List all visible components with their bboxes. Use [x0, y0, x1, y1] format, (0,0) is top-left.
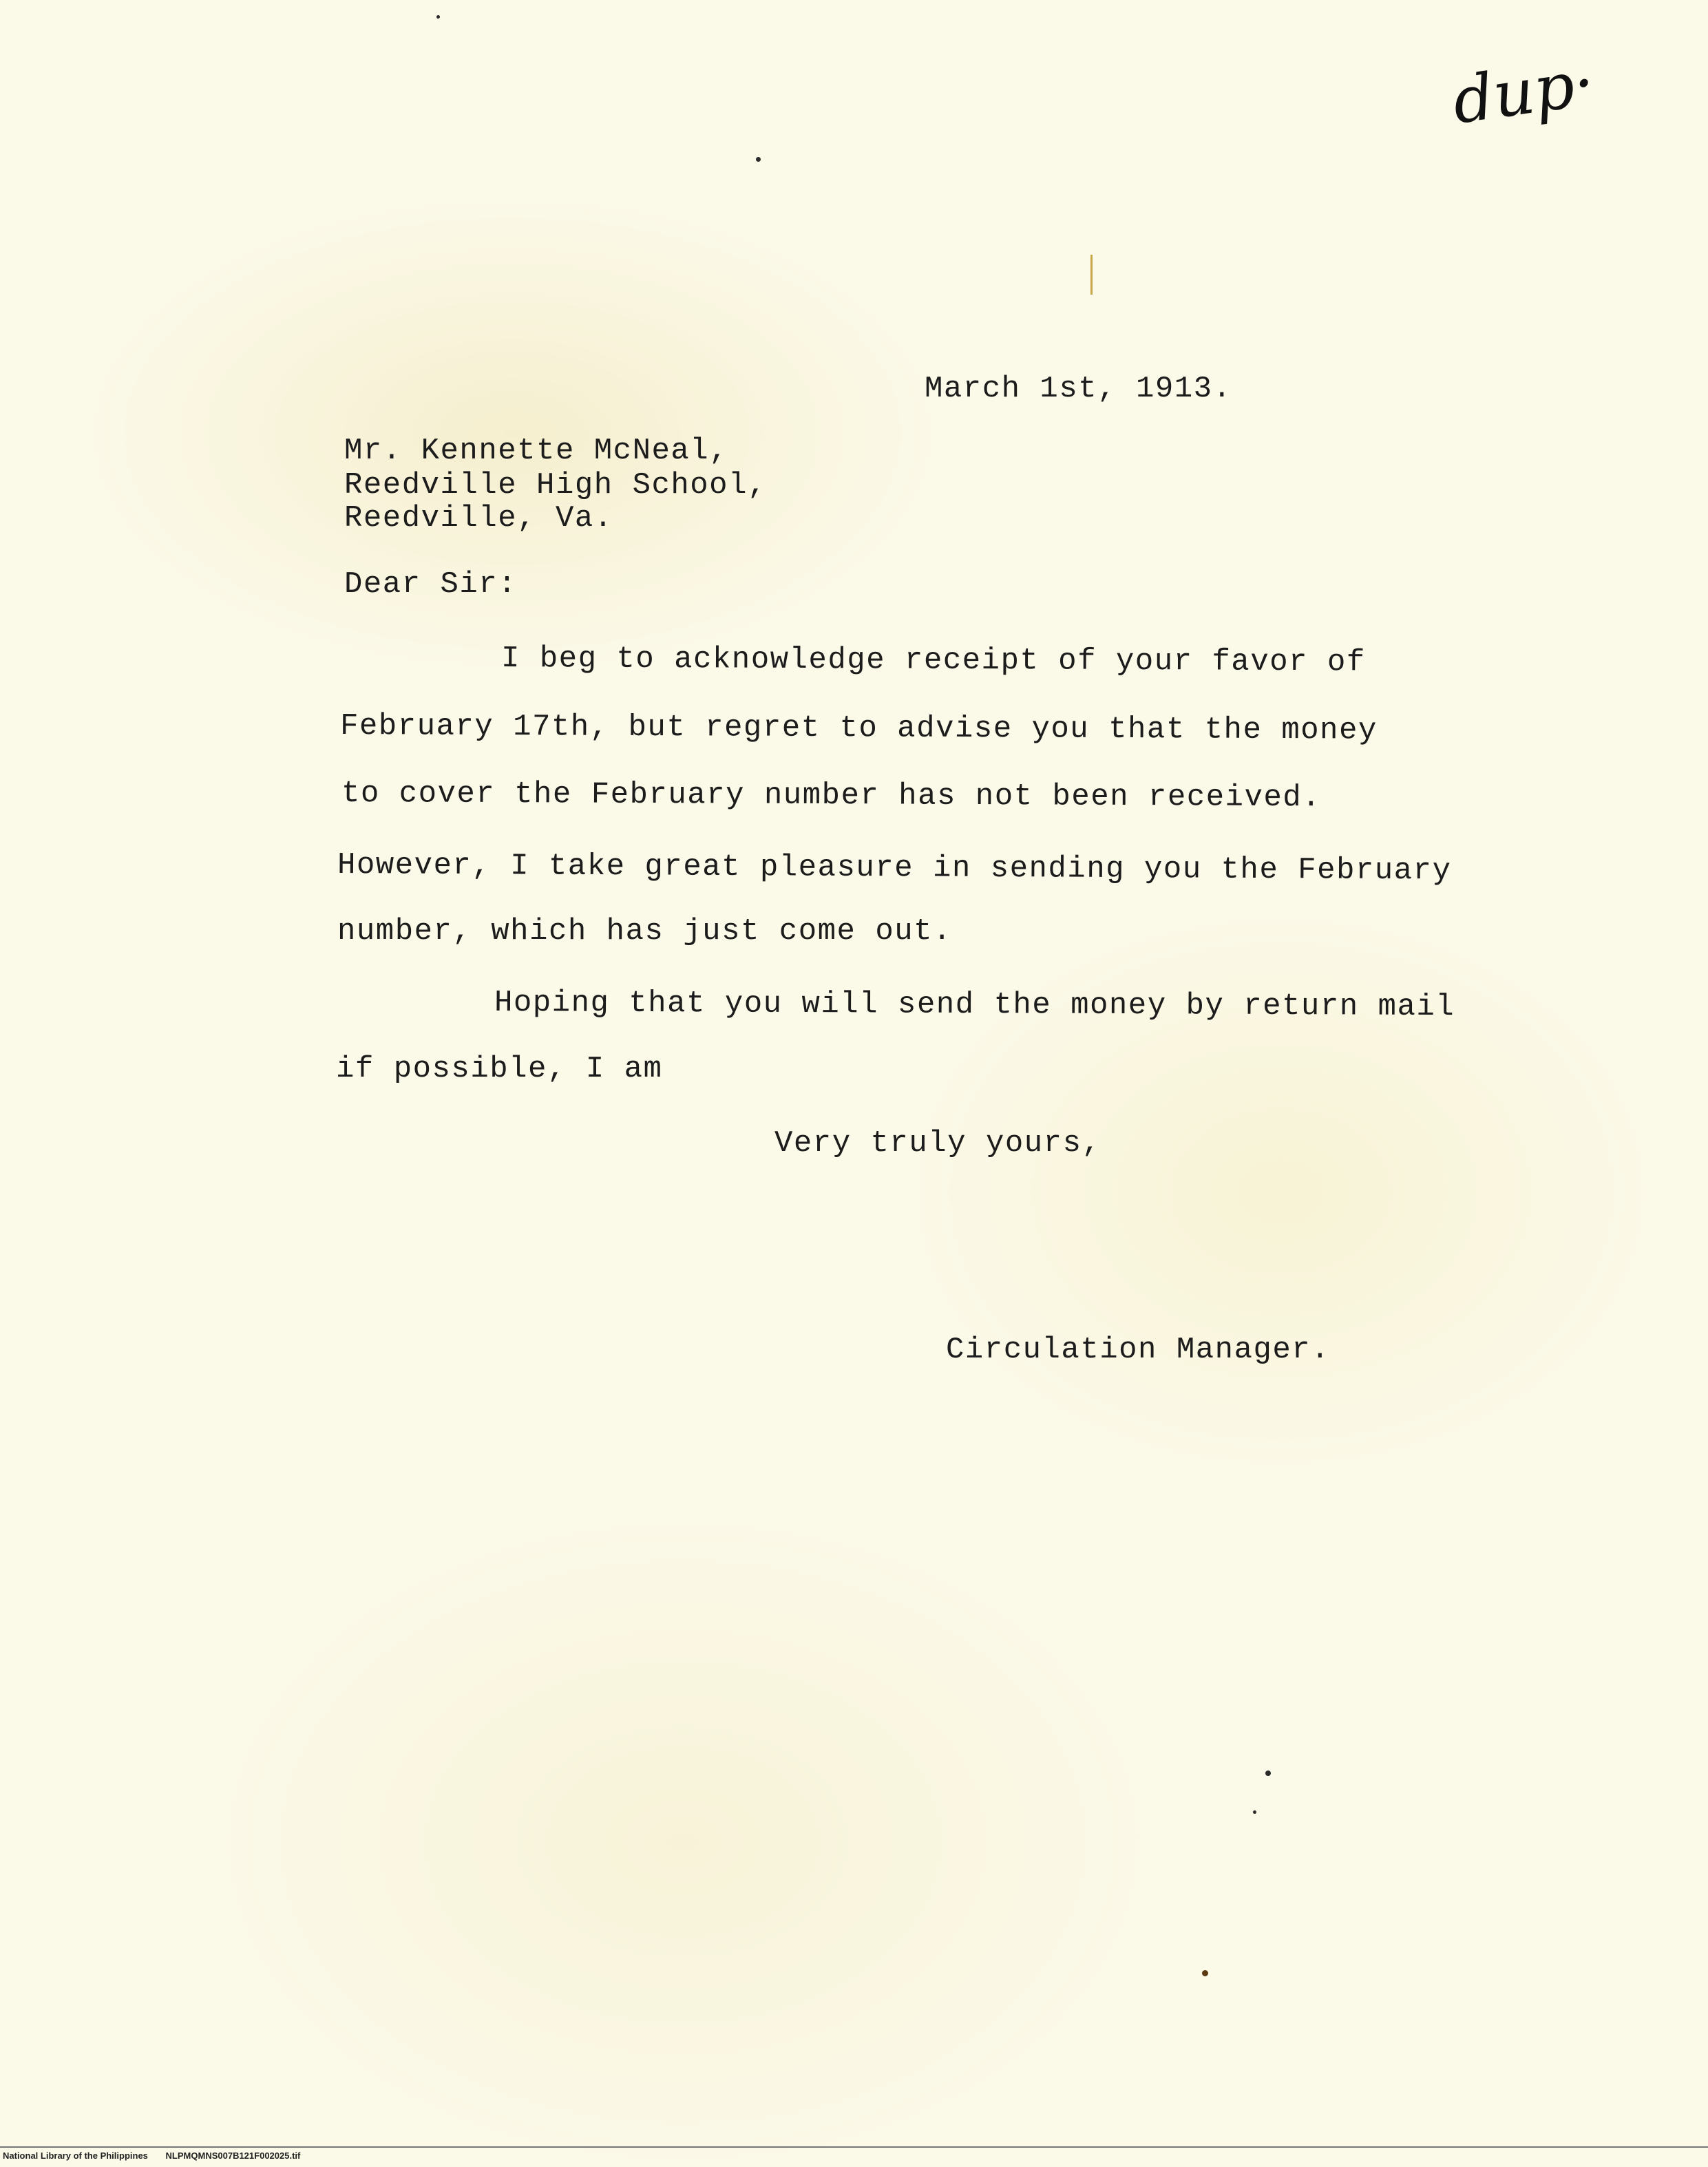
paper-speck	[436, 15, 440, 19]
body-line: However, I take great pleasure in sending you the February	[337, 848, 1452, 889]
address-line: Reedville, Va.	[344, 501, 613, 536]
paper-speck	[1265, 1770, 1271, 1776]
letter-date: March 1st, 1913.	[925, 372, 1232, 406]
scan-edge	[0, 2146, 1708, 2148]
address-line: Mr. Kennette McNeal,	[344, 434, 729, 468]
footer-file-id: NLPMQMNS007B121F002025.tif	[165, 2150, 301, 2161]
paper-speck	[1253, 1810, 1256, 1814]
paper-speck	[756, 157, 761, 162]
footer-institution: National Library of the Philippines	[3, 2150, 148, 2161]
body-line: Hoping that you will send the money by return mail	[494, 986, 1455, 1025]
address-line: Reedville High School,	[344, 468, 767, 503]
body-line: to cover the February number has not been received.	[341, 776, 1322, 816]
body-line: number, which has just come out.	[337, 914, 952, 949]
closing: Very truly yours,	[774, 1126, 1101, 1161]
salutation: Dear Sir:	[344, 567, 518, 602]
handwritten-annotation: dup·	[1448, 45, 1599, 138]
body-line: I beg to acknowledge receipt of your favor of	[500, 642, 1366, 680]
body-line: if possible, I am	[336, 1052, 663, 1086]
margin-mark	[1090, 255, 1093, 295]
body-line: February 17th, but regret to advise you that the money	[339, 709, 1378, 748]
scan-footer	[3, 2150, 300, 2161]
paper-speck	[1202, 1970, 1208, 1976]
signature-title: Circulation Manager.	[946, 1333, 1331, 1367]
